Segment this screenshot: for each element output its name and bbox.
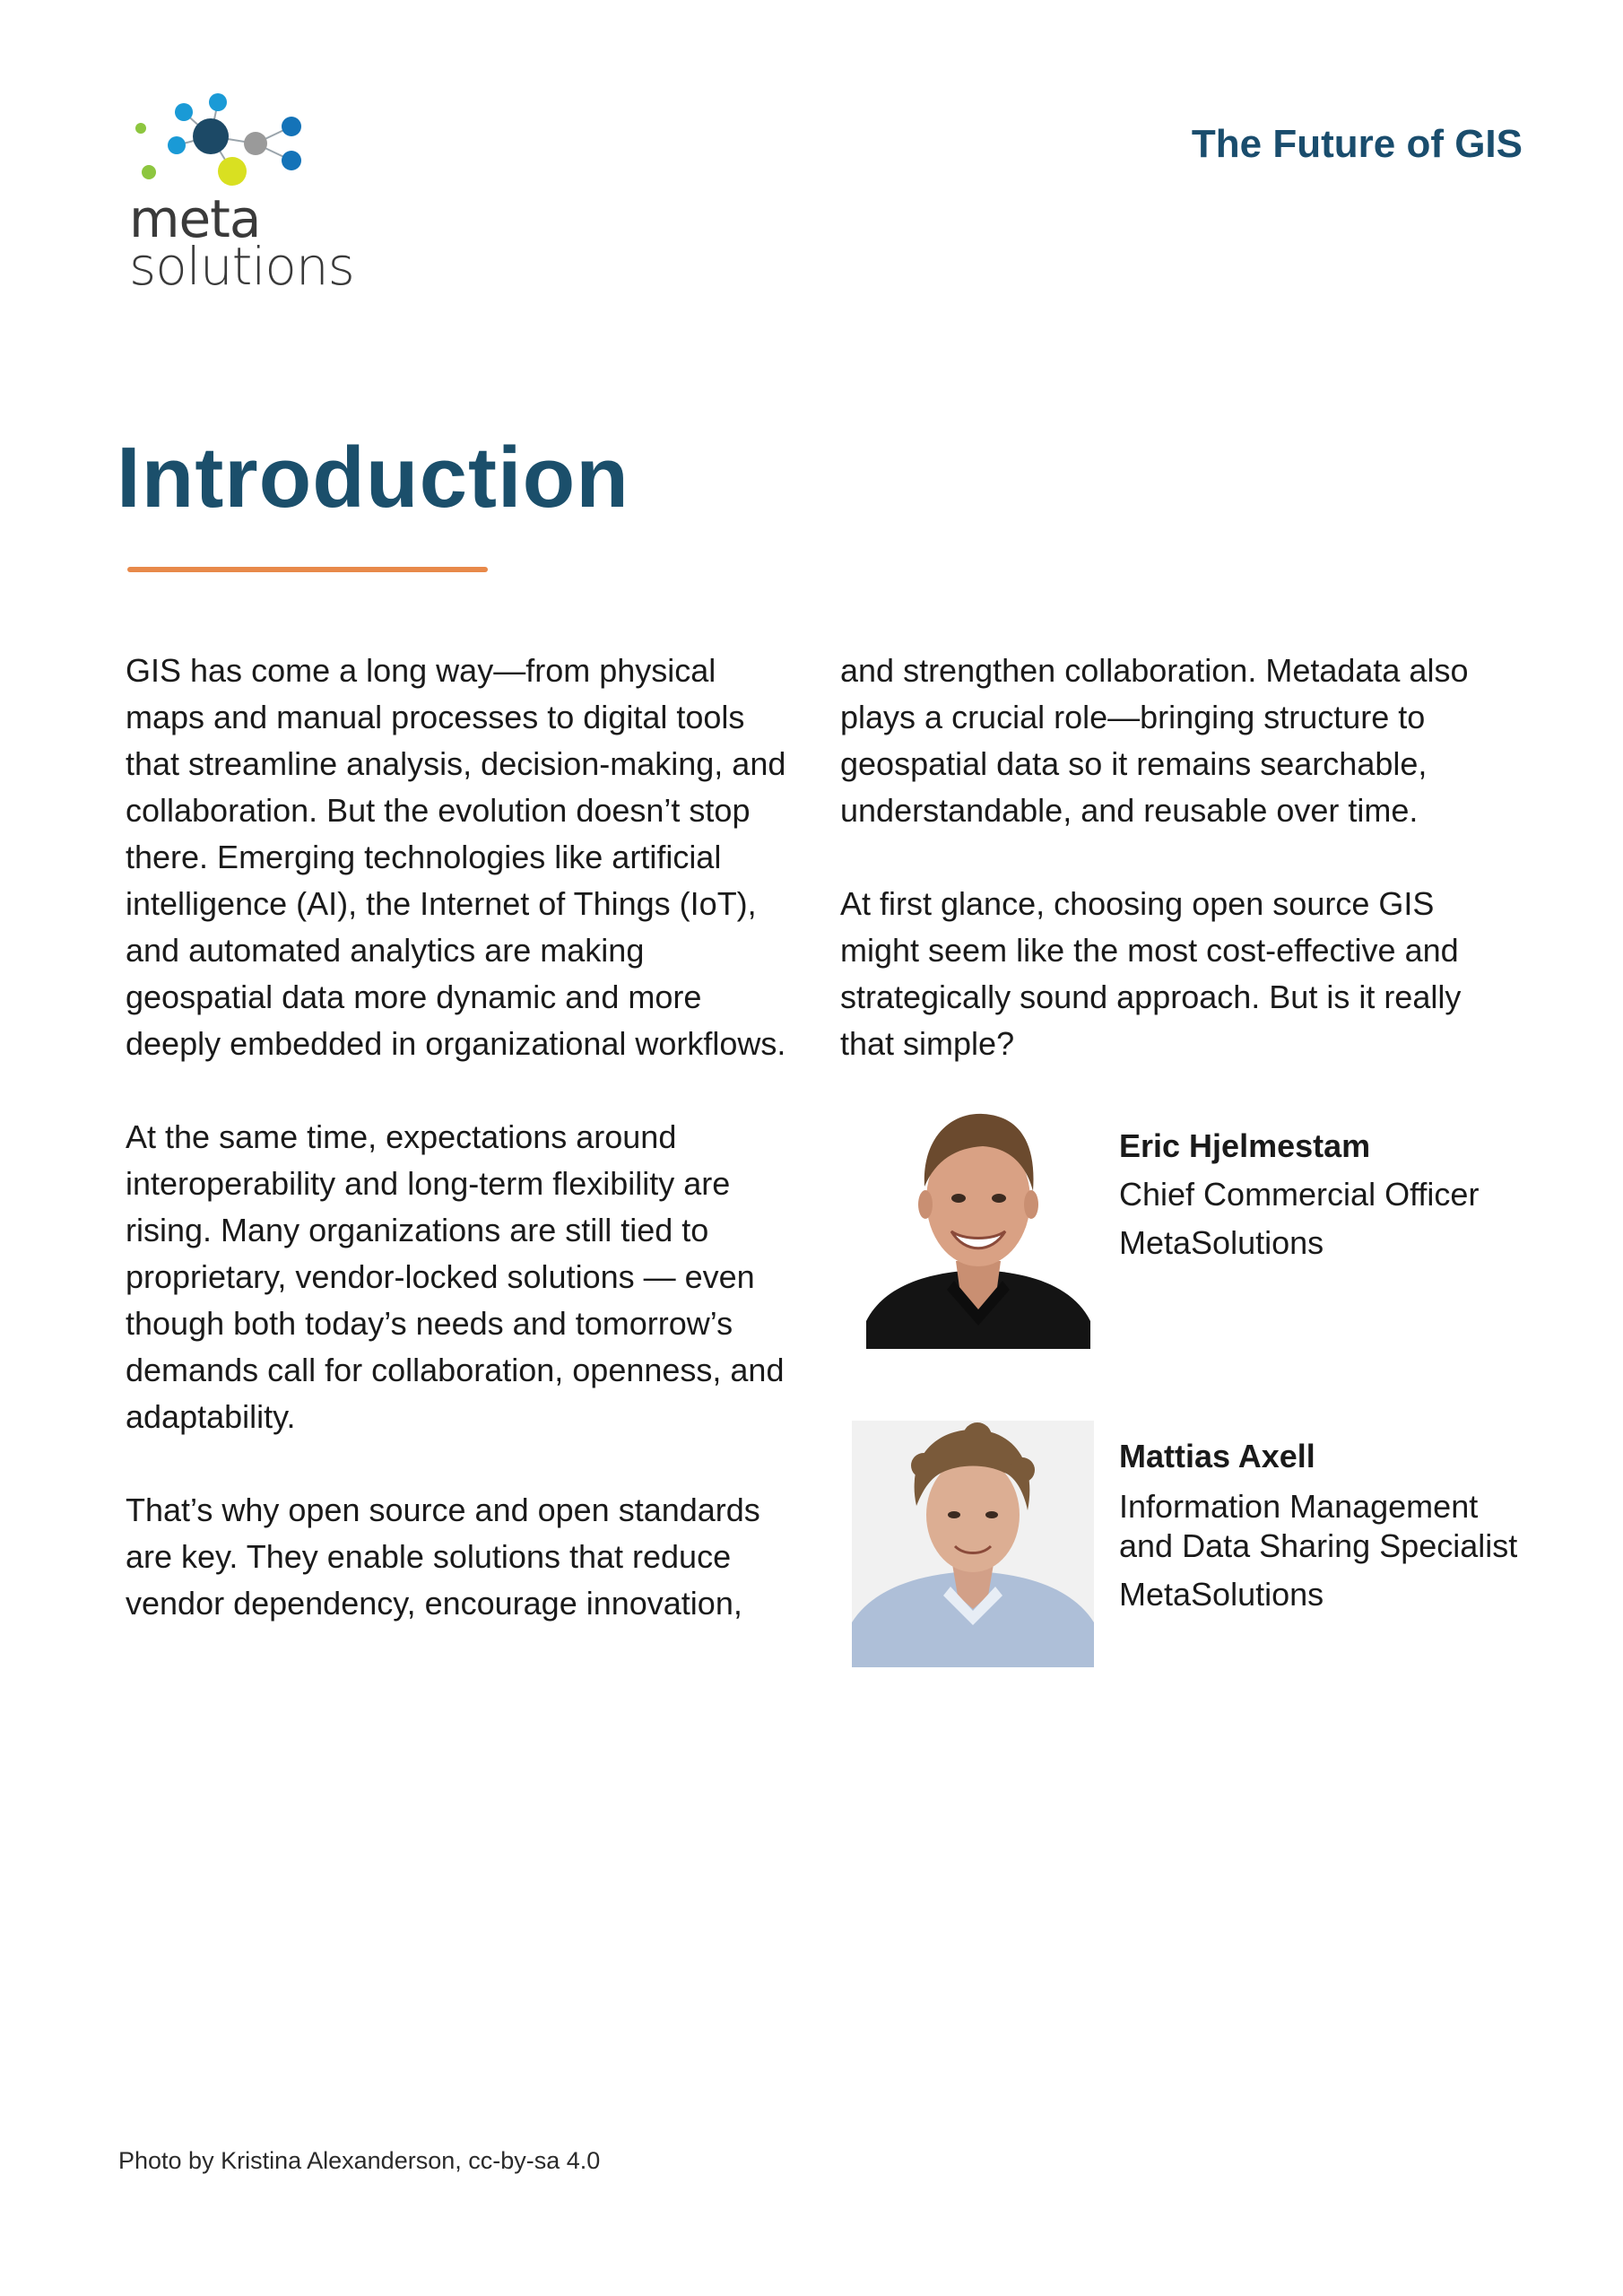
paragraph: GIS has come a long way—from physical maps and manual processes to digital tools that streamline analysis, decision-making, and collaboration. But the evolution doesn’t stop there. Emerging technologies like artificial intelligence (AI), the Internet of Things (IoT), and automated analytics are making geospatial data more dynamic and more deeply embedded in organizational workflows. (126, 652, 786, 1062)
paragraph: and strengthen collaboration. Metadata also plays a crucial role—bringing structure to geospatial data so it remains searchable, understandable, and reusable over time. (840, 652, 1469, 829)
author-photo-mattias (852, 1421, 1094, 1667)
author-title-line2: and Data Sharing Specialist (1119, 1527, 1518, 1564)
author-info-mattias (1119, 1437, 1517, 1614)
paragraph: That’s why open source and open standards are key. They enable solutions that reduce vendor dependency, encourage innovation, (126, 1492, 760, 1622)
paragraph: At the same time, expectations around interoperability and long-term flexibility are rising. Many organizations are still tied to proprietary, vendor-locked solutions — even though both today’s needs and tomorrow’s demands call for collaboration, openness, and adaptability. (126, 1118, 785, 1435)
author-company: MetaSolutions (1119, 1576, 1324, 1613)
author-company: MetaSolutions (1119, 1224, 1324, 1261)
heading-underline (127, 567, 488, 572)
logo-text-solutions: solutions (129, 236, 354, 297)
network-logo-icon (126, 90, 323, 197)
text-column-left (126, 648, 789, 1674)
paragraph: At first glance, choosing open source GIS might seem like the most cost-effective and strategically sound approach. But is it really that simple? (840, 885, 1462, 1062)
author-title: Chief Commercial Officer (1119, 1176, 1480, 1213)
section-heading: Introduction (117, 430, 629, 526)
author-name: Mattias Axell (1119, 1438, 1315, 1474)
document-title: The Future of GIS (1191, 122, 1523, 166)
author-name: Eric Hjelmestam (1119, 1127, 1371, 1164)
photo-credit: Photo by Kristina Alexanderson, cc-by-sa 4.0 (118, 2147, 601, 2174)
author-info-eric (1119, 1122, 1479, 1267)
author-photo-eric (866, 1101, 1090, 1349)
author-title-line1: Information Management (1119, 1488, 1479, 1525)
logo-text-meta: meta (129, 188, 261, 249)
company-logo (126, 90, 354, 297)
text-column-right (840, 648, 1504, 1114)
